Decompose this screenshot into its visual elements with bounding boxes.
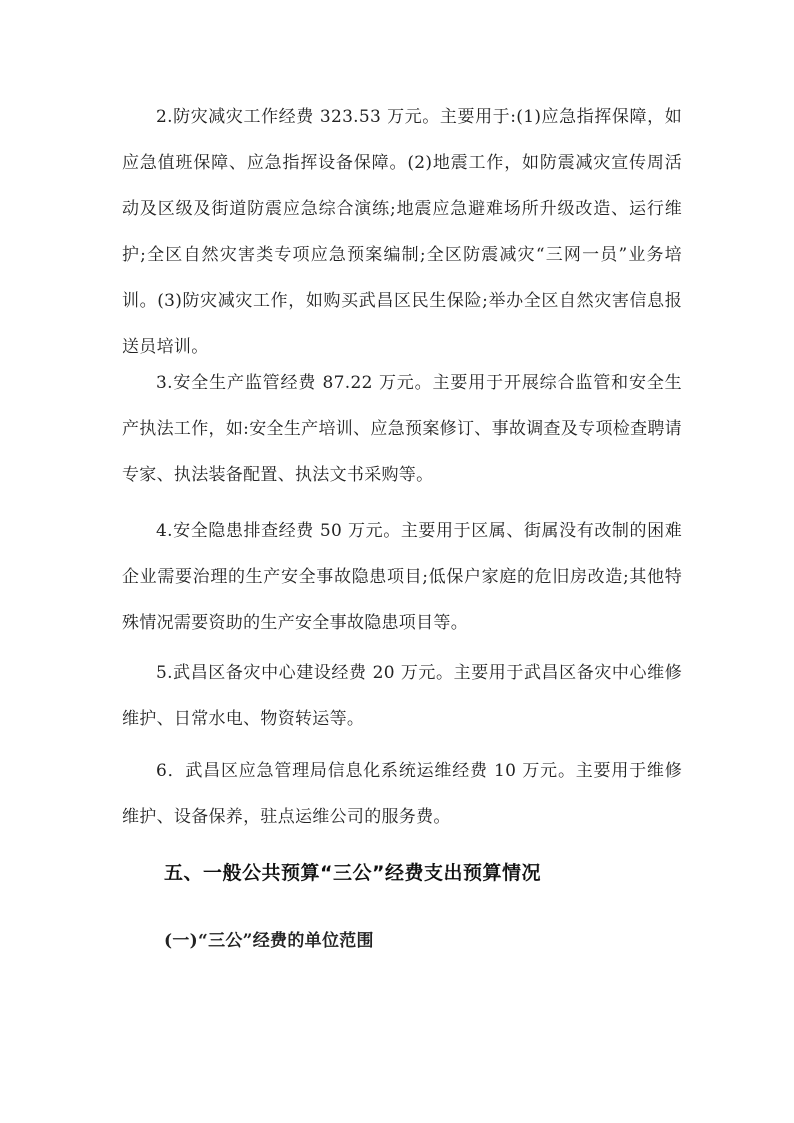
subsection-heading: (一)“三公”经费的单位范围 [164, 931, 374, 951]
section-heading: 五、一般公共预算“三公”经费支出预算情况 [164, 862, 541, 884]
paragraph-disaster-reserve-center-funds: 5.武昌区备灾中心建设经费 20 万元。主要用于武昌区备灾中心维修维护、日常水电、物资转运等。 [122, 663, 682, 729]
paragraph-disaster-prevention-funds: 2.防灾减灾工作经费 323.53 万元。主要用于:(1)应急指挥保障，如应急值班保障、应急指挥设备保障。(2)地震工作，如防震减灾宣传周活动及区级及街道防震应急综合演练;地震应急避难场所升级改造、运行维护;全区自然灾害类专项应急预案编制;全区防震减灾“三网一员”业务培训。(3)防灾减灾工作，如购买武昌区民生保险;举办全区自然灾害信息报送员培训。 [122, 107, 682, 357]
paragraph-safety-supervision-funds: 3.安全生产监管经费 87.22 万元。主要用于开展综合监管和安全生产执法工作，如:安全生产培训、应急预案修订、事故调查及专项检查聘请专家、执法装备配置、执法文书采购等。 [122, 373, 682, 485]
paragraph-hazard-inspection-funds: 4.安全隐患排查经费 50 万元。主要用于区属、街属没有改制的困难企业需要治理的生产安全事故隐患项目;低保户家庭的危旧房改造;其他特殊情况需要资助的生产安全事故隐患项目等。 [122, 521, 682, 633]
paragraph-it-system-maintenance-funds: 6．武昌区应急管理局信息化系统运维经费 10 万元。主要用于维修维护、设备保养，驻点运维公司的服务费。 [122, 761, 682, 827]
